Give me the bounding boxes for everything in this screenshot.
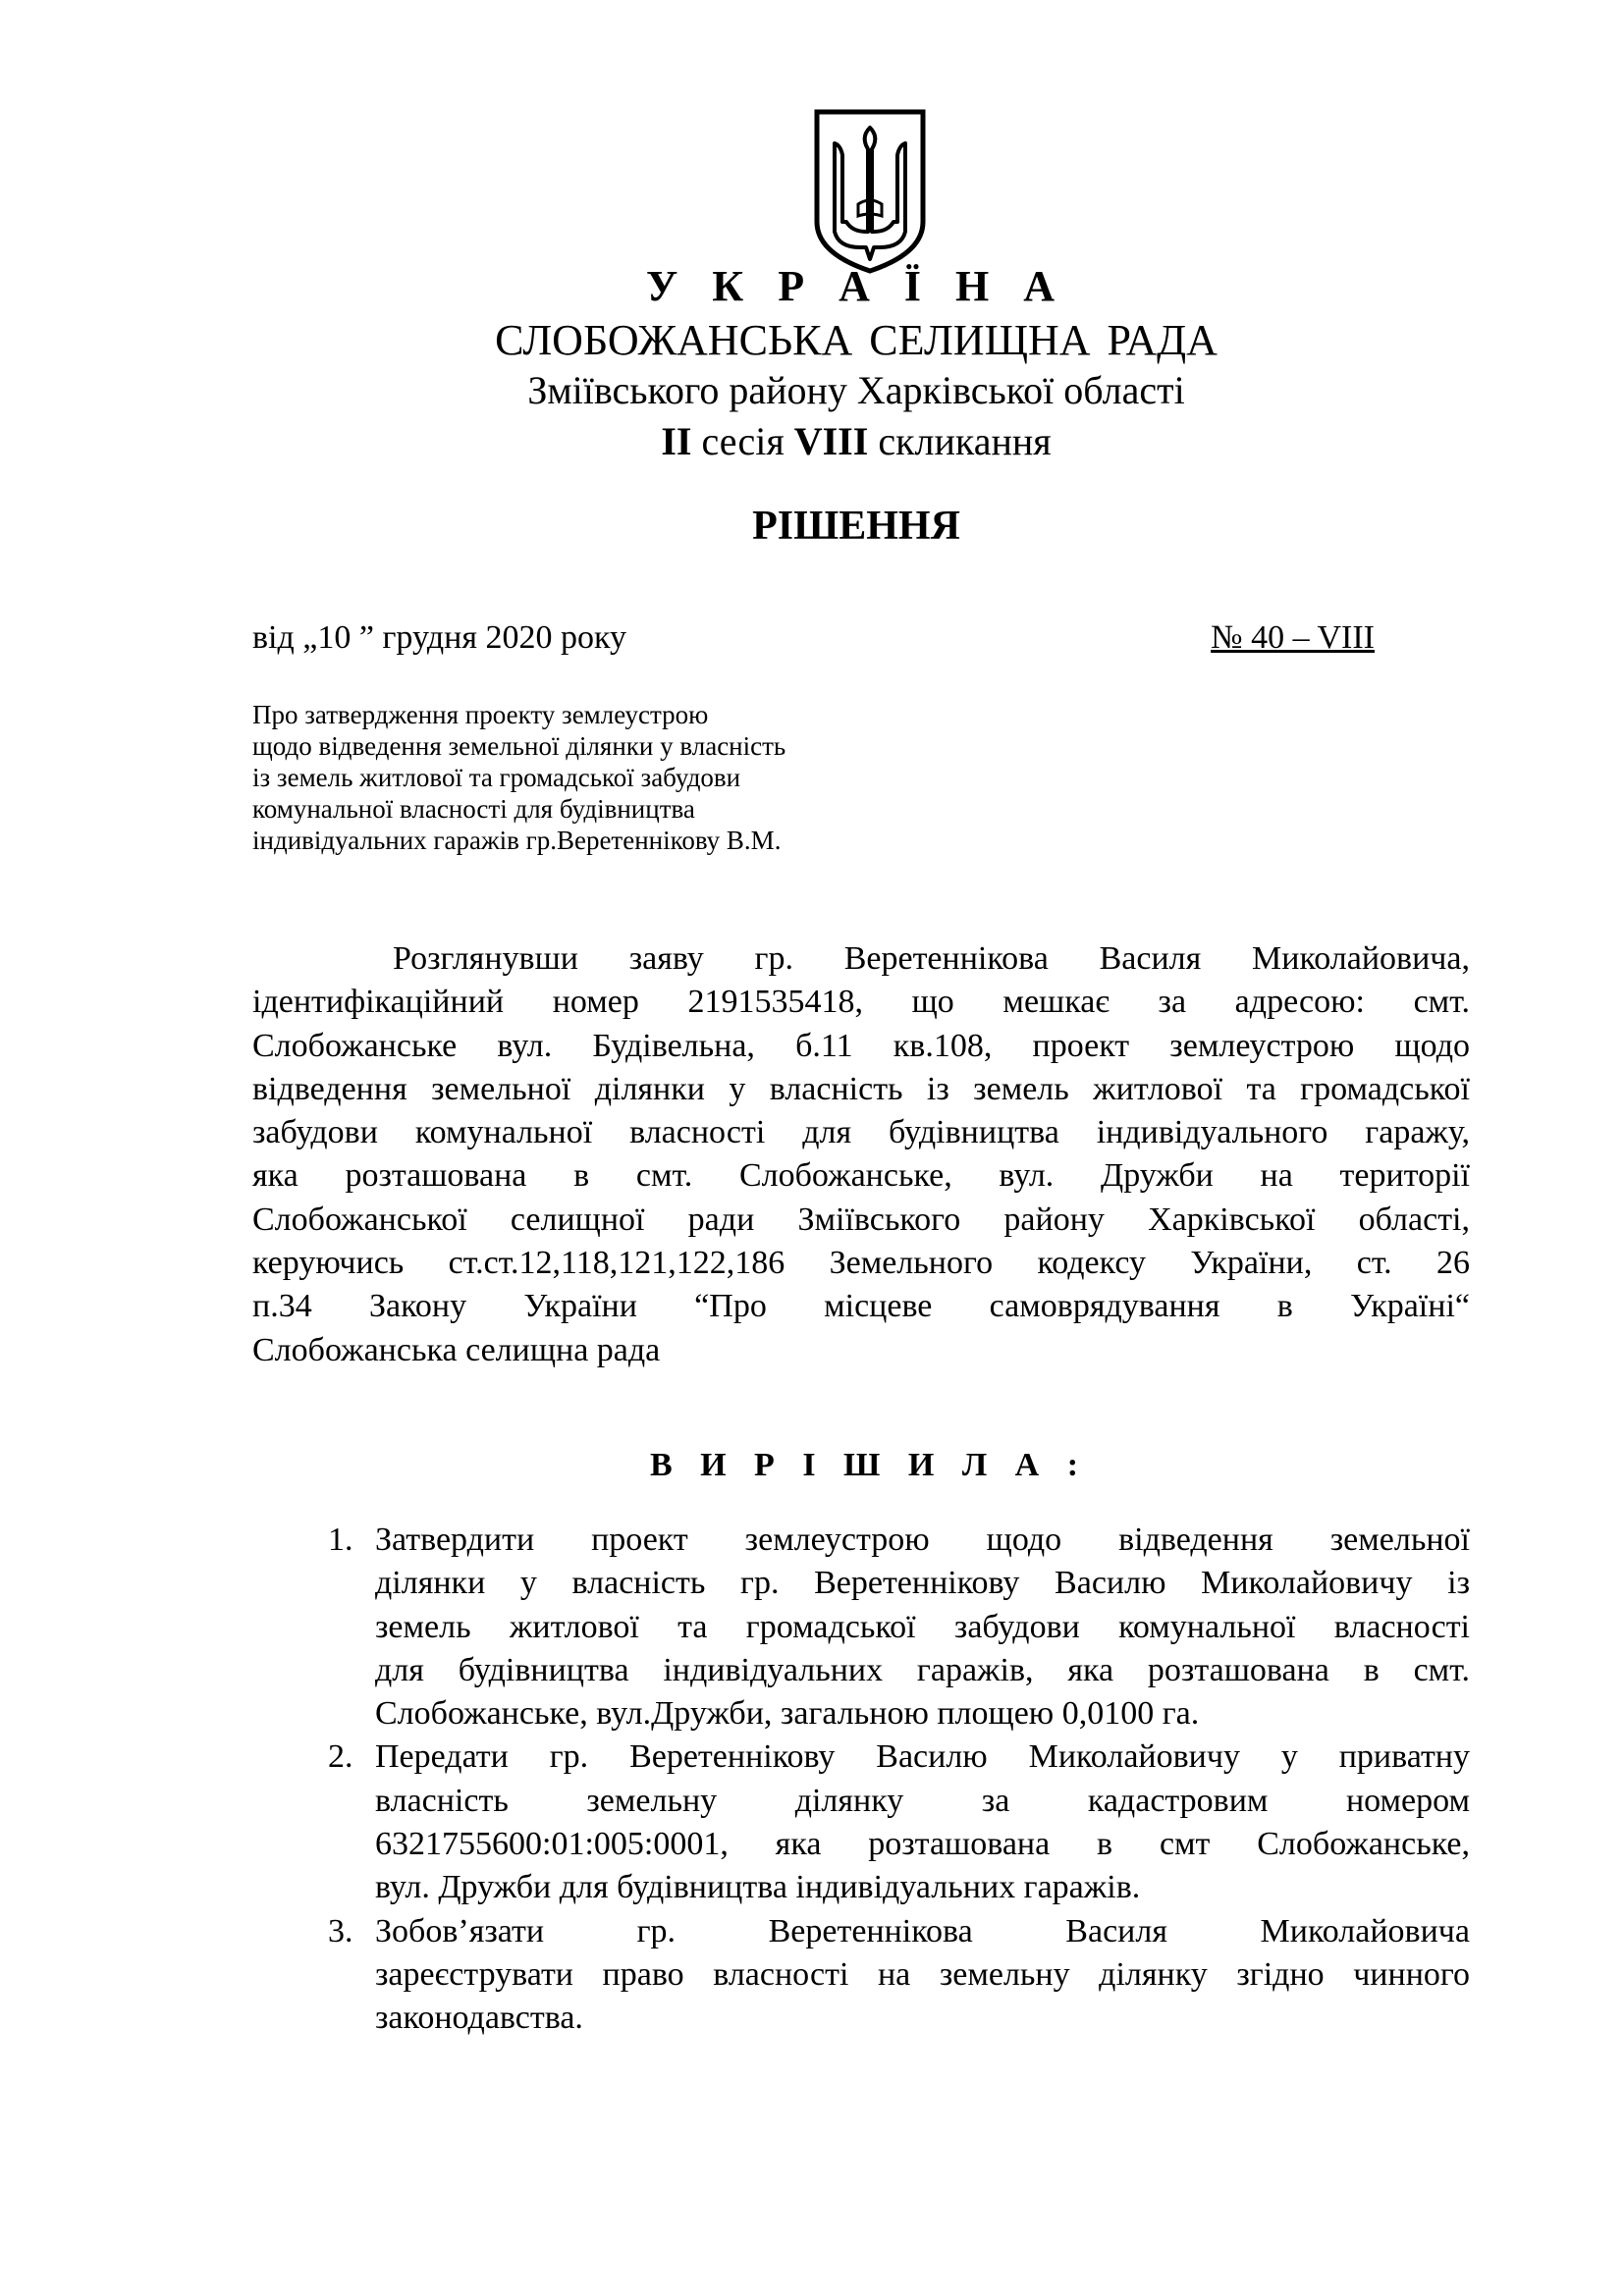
subject-line: комунальної власності для будівництва (252, 794, 695, 824)
item-line: вул. Дружби для будівництва індивідуальних гаражів. (375, 1869, 1141, 1906)
item-line: Слобожанське, вул.Дружби, загальною площею 0,0100 га. (375, 1695, 1200, 1733)
resolution-item (314, 1910, 1470, 2041)
decision-title: РІШЕННЯ (752, 504, 960, 549)
preamble-line: п.34 Закону України “Про місцеве самоврядування в Україні“ (252, 1288, 1470, 1325)
item-line: Передати гр. Веретеннікову Василю Миколайовичу у приватну (375, 1738, 1470, 1776)
preamble-line: відведення земельної ділянки у власність із земель житлової та громадської (252, 1070, 1470, 1107)
preamble-line: яка розташована в смт. Слобожанське, вул. Дружби на території (252, 1157, 1470, 1195)
preamble-line: Слобожанська селищна рада (252, 1331, 661, 1368)
decision-number: № 40 – VIII (1211, 619, 1375, 656)
session-number: ІІ (661, 419, 692, 463)
item-line: власність земельну ділянку за кадастровим номером (375, 1782, 1470, 1819)
item-line: законодавства. (375, 2000, 583, 2037)
item-number: 3. (328, 1912, 353, 1949)
item-number: 1. (328, 1522, 353, 1558)
preamble-line: керуючись ст.ст.12,118,121,122,186 Земельного кодексу України, ст. 26 (252, 1245, 1470, 1282)
item-line: Затвердити проект землеустрою щодо відведення земельної (375, 1522, 1470, 1558)
item-line: зареєструвати право власності на земельну ділянку згідно чинного (375, 1955, 1470, 1993)
preamble-line: забудови комунальної власності для будівництва індивідуального гаражу, (252, 1114, 1470, 1151)
item-line: Зобов’язати гр. Веретеннікова Василя Миколайовича (375, 1912, 1470, 1949)
resolution-items (314, 1519, 1470, 2041)
resolution-item (314, 1519, 1470, 1735)
subject-line: щодо відведення земельної ділянки у власність (252, 731, 786, 761)
resolution-item (314, 1735, 1470, 1909)
preamble-line: Розглянувши заяву гр. Веретеннікова Василя Миколайовича, (393, 940, 1470, 977)
subject-line: індивідуальних гаражів гр.Веретеннікову В.М. (252, 826, 782, 855)
preamble-line: Слобожанське вул. Будівельна, б.11 кв.108, проект землеустрою щодо (252, 1027, 1470, 1064)
item-line: ділянки у власність гр. Веретеннікову Василю Миколайовичу із (375, 1565, 1470, 1602)
preamble-paragraph (252, 937, 1470, 1372)
council-name: СЛОБОЖАНСЬКА СЕЛИЩНА РАДА (495, 316, 1218, 364)
subject-line: Про затвердження проекту землеустрою (252, 700, 709, 729)
resolved-heading: В И Р І Ш И Л А : (649, 1447, 1089, 1483)
trident-coat-of-arms-icon (811, 106, 929, 275)
session-word: сесія (691, 419, 794, 463)
convocation-number: VIII (793, 419, 869, 463)
decision-subject (252, 699, 785, 856)
session-line (0, 420, 1624, 463)
item-line: земель житлової та громадської забудови комунальної власності (375, 1608, 1470, 1645)
item-number: 2. (328, 1738, 353, 1776)
preamble-line: Слобожанської селищної ради Зміївського району Харківської області, (252, 1201, 1470, 1238)
country-heading: У К Р А Ї Н А (646, 262, 1066, 310)
convocation-word: скликання (868, 419, 1052, 463)
item-line: для будівництва індивідуальних гаражів, яка розташована в смт. (375, 1651, 1470, 1688)
preamble-line: ідентифікаційний номер 2191535418, що мешкає за адресою: смт. (252, 984, 1470, 1021)
district-line: Зміївського району Харківської області (527, 368, 1185, 412)
decision-date: від „10 ” грудня 2020 року (252, 619, 627, 656)
item-line: 6321755600:01:005:0001, яка розташована в смт Слобожанське, (375, 1826, 1470, 1863)
subject-line: із земель житлової та громадської забудови (252, 763, 741, 792)
